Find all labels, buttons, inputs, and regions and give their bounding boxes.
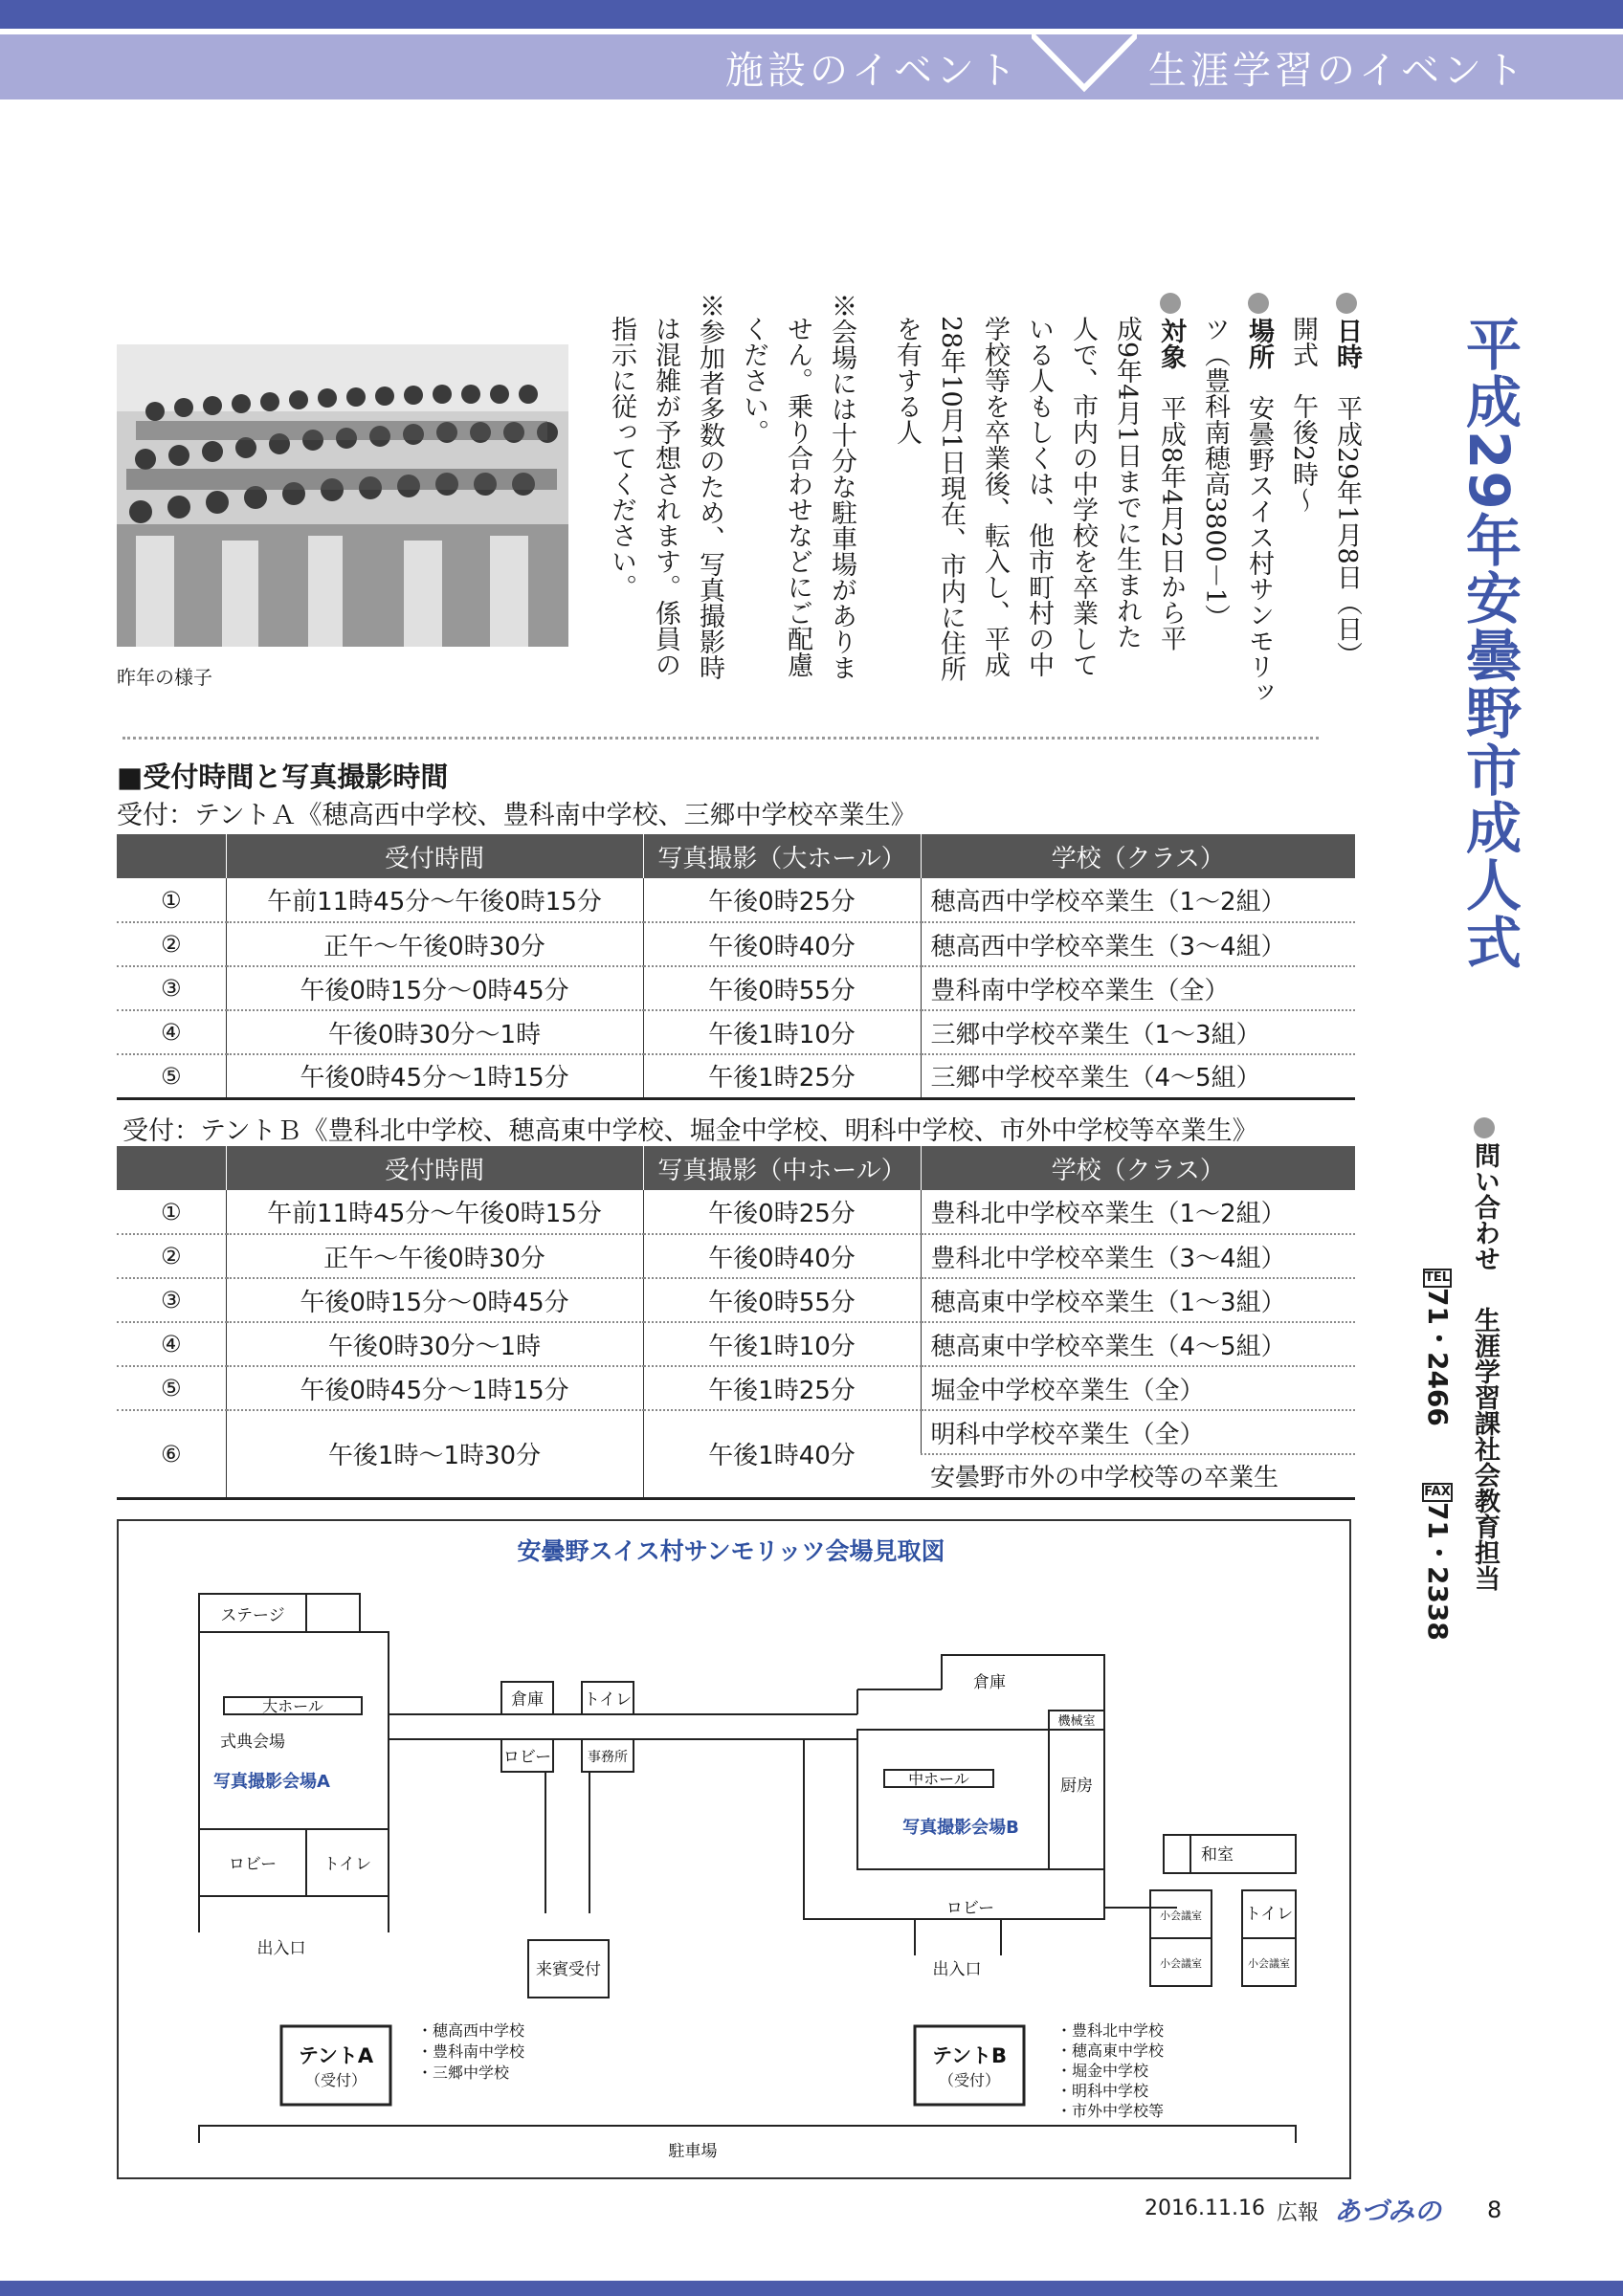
map-parking-label: 駐車場 (668, 2142, 718, 2161)
footer-date: 2016.11.16 (1145, 2197, 1265, 2220)
target-line-5: 学校等を卒業後、転入し、平成 (980, 316, 1010, 677)
map-small-meeting-label: 小会議室 (1160, 1957, 1202, 1970)
row-number: ④ (117, 1010, 226, 1054)
reception-time: 午後1時～1時30分 (226, 1410, 643, 1498)
target-line-7: を有する人 (892, 316, 922, 445)
column-header: 受付時間 (226, 1146, 643, 1190)
school-class: 堀金中学校卒業生（全） (921, 1366, 1355, 1410)
photo-time: 午後1時25分 (643, 1366, 921, 1410)
table-row (117, 1234, 1355, 1278)
tent-a-table (117, 834, 1355, 1100)
school-class: 安曇野市外の中学校等の卒業生 (921, 1454, 1355, 1498)
school-class: 豊科南中学校卒業生（全） (921, 966, 1355, 1010)
inquiry-label: 問い合わせ (1466, 1117, 1503, 1271)
map-japanese-room-label: 和室 (1201, 1845, 1234, 1865)
tab-facility-events[interactable]: 施設のイベント (725, 49, 1020, 93)
map-tent-b-school: ・明科中学校 (1056, 2082, 1149, 2100)
header-sub-bar (0, 34, 1623, 99)
row-number: ① (117, 878, 226, 922)
map-tent-a-school: ・豊科南中学校 (417, 2042, 525, 2061)
map-toilet-label: トイレ (322, 1855, 372, 1874)
map-ceremony-label: 式典会場 (220, 1733, 285, 1752)
school-class: 穂高東中学校卒業生（4～5組） (921, 1322, 1355, 1366)
map-toilet-label: トイレ (583, 1690, 633, 1710)
map-storage-label: 倉庫 (511, 1690, 544, 1710)
map-toilet-label: トイレ (1244, 1905, 1294, 1924)
photo-time: 午後0時40分 (643, 1234, 921, 1278)
inquiry-fax: FAX71・2338 (1422, 1485, 1454, 1641)
section-divider (122, 737, 1319, 740)
photo-time: 午後0時40分 (643, 922, 921, 966)
school-class: 穂高西中学校卒業生（1～2組） (921, 878, 1355, 922)
venue-map (117, 1519, 1351, 2179)
map-lobby-label: ロビー (502, 1748, 552, 1767)
page-title: 平成29年安曇野市成人式 (1456, 316, 1522, 971)
reception-time: 正午～午後0時30分 (226, 922, 643, 966)
bullet-icon (1474, 1117, 1495, 1138)
reception-time: 午後0時45分～1時15分 (226, 1366, 643, 1410)
reception-time: 午前11時45分～午後0時15分 (226, 878, 643, 922)
column-header (117, 834, 226, 878)
map-tent-b-label: テントB (932, 2044, 1007, 2067)
photo-time: 午後1時40分 (643, 1410, 921, 1498)
map-tent-a-label: テントA (298, 2044, 374, 2067)
photo-time: 午後1時25分 (643, 1054, 921, 1098)
table-row (117, 1410, 1355, 1454)
header-top-bar (0, 0, 1623, 29)
school-class: 豊科北中学校卒業生（3～4組） (921, 1234, 1355, 1278)
table-row (117, 922, 1355, 966)
photo-time: 午後0時25分 (643, 1190, 921, 1234)
row-number: ② (117, 922, 226, 966)
inquiry-department: 生涯学習課社会教育担当 (1470, 1307, 1500, 1591)
map-tent-b-school: ・市外中学校等 (1056, 2102, 1165, 2120)
map-office-label: 事務所 (588, 1750, 628, 1765)
bullet-icon (1160, 293, 1181, 314)
map-tent-b-reception: （受付） (938, 2071, 1001, 2089)
column-header: 学校（クラス） (921, 1146, 1355, 1190)
table-row (117, 878, 1355, 922)
reception-time: 午後0時30分～1時 (226, 1322, 643, 1366)
place-line-2: ツ（豊科南穂高3800－1） (1200, 316, 1230, 630)
bullet-icon (1248, 293, 1269, 314)
column-header: 学校（クラス） (921, 834, 1355, 878)
column-header (117, 1146, 226, 1190)
row-number: ③ (117, 1278, 226, 1322)
schedule-heading: ■受付時間と写真撮影時間 (117, 761, 449, 793)
map-kitchen-label: 厨房 (1060, 1777, 1093, 1796)
school-class: 穂高東中学校卒業生（1～3組） (921, 1278, 1355, 1322)
school-class: 三郷中学校卒業生（4～5組） (921, 1054, 1355, 1098)
school-class: 豊科北中学校卒業生（1～2組） (921, 1190, 1355, 1234)
table-row (117, 1366, 1355, 1410)
table-header-row (117, 834, 1355, 878)
school-class: 穂高西中学校卒業生（3～4組） (921, 922, 1355, 966)
table-row (117, 1054, 1355, 1098)
table-row (117, 966, 1355, 1010)
reception-time: 午前11時45分～午後0時15分 (226, 1190, 643, 1234)
tel-icon: TEL (1423, 1269, 1452, 1288)
map-machine-room-label: 機械室 (1057, 1714, 1096, 1729)
school-class: 明科中学校卒業生（全） (921, 1410, 1355, 1454)
map-tent-b-school: ・堀金中学校 (1056, 2062, 1149, 2080)
map-lobby-label: ロビー (945, 1899, 995, 1918)
map-small-meeting-label: 小会議室 (1248, 1957, 1290, 1970)
map-photo-a-label: 写真撮影会場A (213, 1772, 330, 1792)
map-guest-reception-label: 来賓受付 (536, 1960, 601, 1979)
map-photo-b-label: 写真撮影会場B (902, 1818, 1019, 1838)
fax-icon: FAX (1422, 1483, 1452, 1502)
column-header: 写真撮影（大ホール） (643, 834, 921, 878)
school-class: 三郷中学校卒業生（1～3組） (921, 1010, 1355, 1054)
reception-time: 午後0時15分～0時45分 (226, 966, 643, 1010)
photo-time: 午後0時55分 (643, 1278, 921, 1322)
map-entrance-label: 出入口 (932, 1960, 982, 1979)
map-tent-a-school: ・三郷中学校 (417, 2064, 510, 2082)
tab-lifelong-learning-events[interactable]: 生涯学習のイベント (1148, 49, 1527, 93)
inquiry-phone: TEL71・2466 (1422, 1270, 1454, 1426)
note-photo-3: 指示に従ってください。 (607, 316, 636, 600)
event-photo (117, 344, 568, 647)
photo-time: 午後0時25分 (643, 878, 921, 922)
map-mid-hall-label: 中ホール (908, 1770, 969, 1788)
row-number: ⑥ (117, 1410, 226, 1498)
note-parking-1: ※会場には十分な駐車場がありま (827, 293, 856, 680)
tent-b-table (117, 1146, 1355, 1500)
chevron-divider-icon (1032, 34, 1137, 99)
map-tent-a-school: ・穂高西中学校 (417, 2021, 525, 2040)
page-number: 8 (1487, 2197, 1502, 2223)
table-header-row (117, 1146, 1355, 1190)
photo-time: 午後0時55分 (643, 966, 921, 1010)
note-parking-2: せん。乗り合わせなどにご配慮 (783, 316, 812, 677)
date-line: 日時 平成29年1月8日（日） (1324, 293, 1368, 668)
table-row (117, 1322, 1355, 1366)
tent-a-caption: 受付：テントＡ《穂高西中学校、豊科南中学校、三郷中学校卒業生》 (117, 801, 917, 830)
note-parking-3: ください。 (739, 316, 768, 445)
map-tent-b-school: ・豊科北中学校 (1056, 2021, 1165, 2040)
row-number: ⑤ (117, 1054, 226, 1098)
map-tent-a-reception: （受付） (304, 2071, 367, 2089)
reception-time: 午後0時15分～0時45分 (226, 1278, 643, 1322)
footer-name: あづみの (1334, 2196, 1442, 2227)
target-line-1: 対象 平成8年4月2日から平 (1148, 293, 1192, 651)
row-number: ④ (117, 1322, 226, 1366)
row-number: ② (117, 1234, 226, 1278)
photo-time: 午後1時10分 (643, 1010, 921, 1054)
row-number: ① (117, 1190, 226, 1234)
map-small-meeting-label: 小会議室 (1160, 1910, 1202, 1922)
target-line-2: 成9年4月1日までに生まれた (1112, 316, 1142, 650)
target-line-6: 28年10月1日現在、市内に住所 (936, 316, 966, 682)
photo-time: 午後1時10分 (643, 1322, 921, 1366)
table-row (117, 1190, 1355, 1234)
map-tent-b-school: ・穂高東中学校 (1056, 2042, 1165, 2060)
map-storage-label: 倉庫 (973, 1673, 1006, 1692)
target-line-4: いる人もしくは、他市町村の中 (1024, 316, 1054, 677)
footer-publication: 広報 (1277, 2201, 1320, 2225)
reception-time: 午後0時45分～1時15分 (226, 1054, 643, 1098)
bullet-icon (1336, 293, 1357, 314)
target-line-3: 人で、市内の中学校を卒業して (1068, 316, 1098, 677)
column-header: 受付時間 (226, 834, 643, 878)
map-title: 安曇野スイス村サンモリッツ会場見取図 (517, 1537, 945, 1565)
opening-line: 開式 午後2時～ (1288, 316, 1318, 514)
table-row (117, 1278, 1355, 1322)
map-big-hall-label: 大ホール (262, 1697, 323, 1715)
note-photo-1: ※参加者多数のため、写真撮影時 (695, 293, 724, 680)
table-row (117, 1010, 1355, 1054)
place-line: 場所 安曇野スイス村サンモリッ (1236, 293, 1280, 705)
map-entrance-label: 出入口 (256, 1939, 306, 1958)
reception-time: 正午～午後0時30分 (226, 1234, 643, 1278)
photo-caption: 昨年の様子 (117, 666, 212, 689)
row-number: ⑤ (117, 1366, 226, 1410)
reception-time: 午後0時30分～1時 (226, 1010, 643, 1054)
map-stage-label: ステージ (220, 1606, 285, 1625)
map-lobby-label: ロビー (228, 1855, 278, 1874)
row-number: ③ (117, 966, 226, 1010)
note-photo-2: は混雑が予想されます。係員の (651, 316, 680, 677)
footer-bar (0, 2281, 1623, 2296)
tent-b-caption: 受付：テントＢ《豊科北中学校、穂高東中学校、堀金中学校、明科中学校、市外中学校等卒業生》 (122, 1116, 1258, 1146)
column-header: 写真撮影（中ホール） (643, 1146, 921, 1190)
